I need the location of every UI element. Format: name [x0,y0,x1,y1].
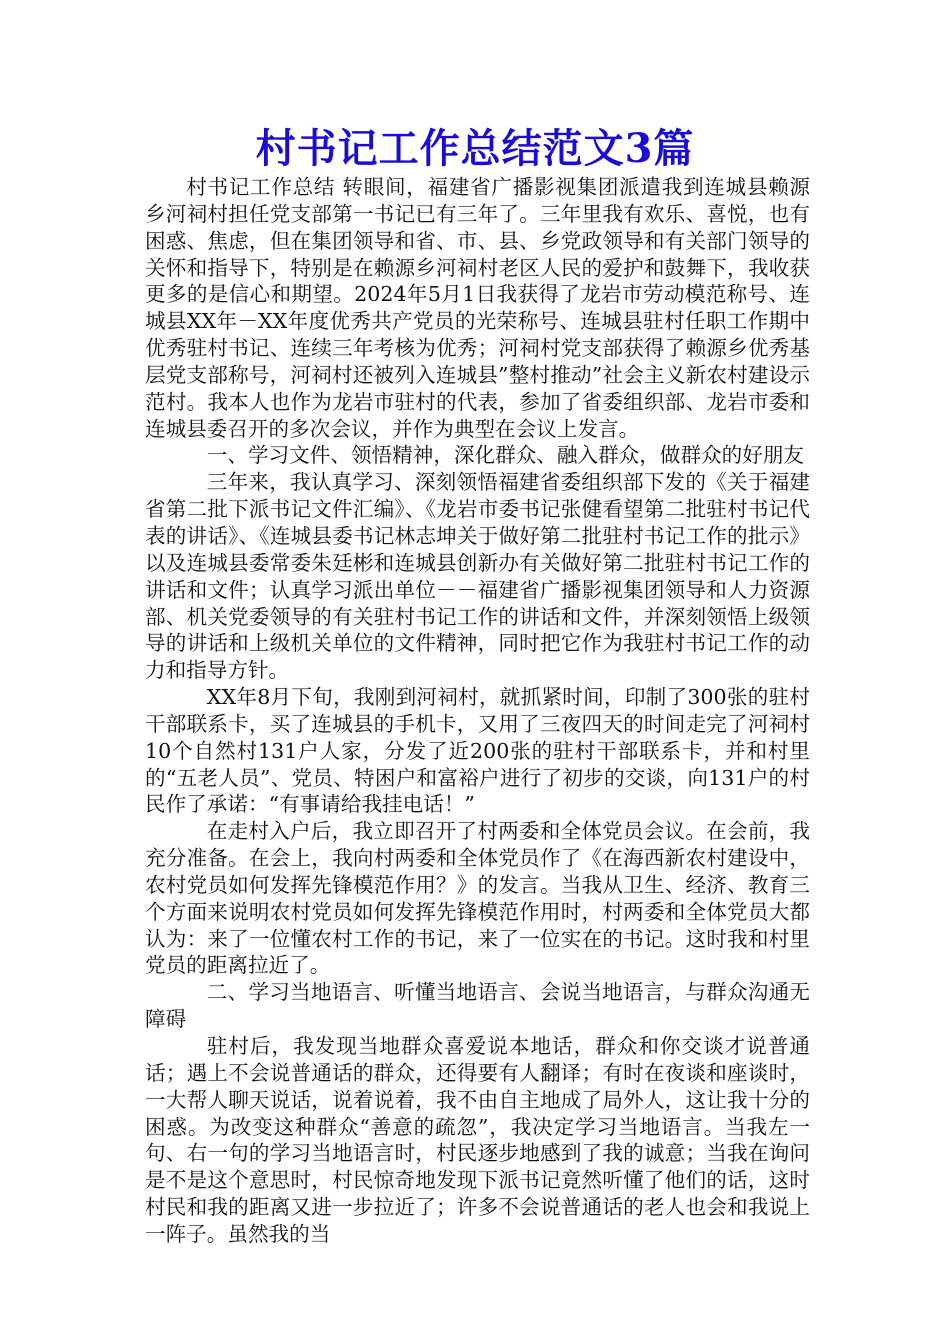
paragraph-meeting: 在走村入户后，我立即召开了村两委和全体党员会议。在会前，我充分准备。在会上，我向村两委和全体党员作了《在海西新农村建设中，农村党员如何发挥先锋模范作用？》的发言。当我从卫生、经济、教育三个方面来说明农村党员如何发挥先锋模范作用时，村两委和全体党员大都认为：来了一位懂农村工作的书记，来了一位实在的书记。这时我和村里党员的距离拉近了。 [145,819,810,978]
paragraph-intro: 村书记工作总结 转眼间，福建省广播影视集团派遣我到连城县赖源乡河祠村担任党支部第一书记已有三年了。三年里我有欢乐、喜悦，也有困惑、焦虑，但在集团领导和省、市、县、乡党政领导和有关部门领导的关怀和指导下，特别是在赖源乡河祠村老区人民的爱护和鼓舞下，我收获更多的是信心和期望。2024年5月1日我获得了龙岩市劳动模范称号、连城县XX年－XX年度优秀共产党员的光荣称号、连城县驻村任职工作期中优秀驻村书记、连续三年考核为优秀；河祠村党支部获得了赖源乡优秀基层党支部称号，河祠村还被列入连城县”整村推动”社会主义新农村建设示范村。我本人也作为龙岩市驻村的代表，参加了省委组织部、龙岩市委和连城县委召开的多次会议，并作为典型在会议上发言。 [145,175,810,441]
section-heading-1: 一、学习文件、领悟精神，深化群众、融入群众，做群众的好朋友 [206,443,805,468]
paragraph-visits: XX年8月下旬，我刚到河祠村，就抓紧时间，印制了300张的驻村干部联系卡，买了连城县的手机卡，又用了三夜四天的时间走完了河祠村10个自然村131户人家，分发了近200张的驻村干部联系卡，并和村里的“五老人员”、党员、特困户和富裕户进行了初步的交谈，向131户的村民作了承诺：“有事请给我挂电话！” [145,685,810,817]
paragraph-language: 驻村后，我发现当地群众喜爱说本地话，群众和你交谈才说普通话；遇上不会说普通话的群众，还得要有人翻译；有时在夜谈和座谈时，一大帮人聊天说话，说着说着，我不由自主地成了局外人，这让我十分的困惑。为改变这种群众“善意的疏忽”，我决定学习当地语言。当我左一句、右一句的学习当地语言时，村民逐步地感到了我的诚意；当我在询问是不是这个意思时，村民惊奇地发现下派书记竟然听懂了他们的话，这时村民和我的距离又进一步拉近了；许多不会说普通话的老人也会和我说上一阵子。虽然我的当 [145,1034,810,1246]
section-heading-2: 二、学习当地语言、听懂当地语言、会说当地语言，与群众沟通无障碍 [145,980,810,1032]
document-body [145,174,810,1248]
paragraph-study: 三年来，我认真学习、深刻领悟福建省委组织部下发的《关于福建省第二批下派书记文件汇编》、《龙岩市委书记张健看望第二批驻村书记代表的讲话》、《连城县委书记林志坤关于做好第二批驻村书记工作的批示》以及连城县委常委朱廷彬和连城县创新办有关做好第二批驻村书记工作的讲话和文件；认真学习派出单位－－福建省广播影视集团领导和人力资源部、机关党委领导的有关驻村书记工作的讲话和文件，并深刻领悟上级领导的讲话和上级机关单位的文件精神，同时把它作为我驻村书记工作的动力和指导方针。 [145,470,810,683]
document-title: 村书记工作总结范文3篇 [255,125,695,172]
